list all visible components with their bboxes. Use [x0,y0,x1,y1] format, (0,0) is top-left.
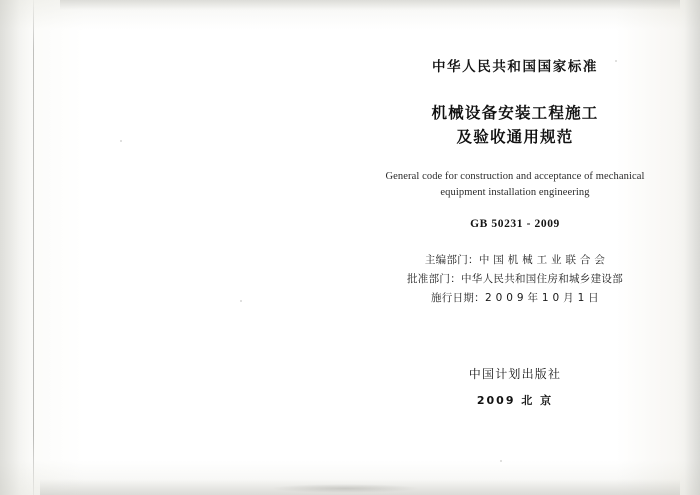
scan-top-smudge [60,0,680,10]
document-title-chinese [360,101,670,149]
publisher-name: 中国计划出版社 [468,367,562,381]
metadata-effective-date: 施行日期：2 0 0 9 年 1 0 月 1 日 [430,292,599,305]
paper-speckle [120,140,122,142]
standard-metadata [360,251,670,309]
national-standard-heading: 中华人民共和国国家标准 [431,59,599,75]
scan-bottom-blot [270,484,420,493]
publication-year-city: 2009 北 京 [476,394,554,407]
metadata-chief-department: 主编部门：中 国 机 械 工 业 联 合 会 [424,253,606,266]
book-gutter-shadow [0,0,33,495]
standard-code: GB 50231 - 2009 [470,217,560,230]
paper-speckle [240,300,242,302]
paper-speckle [500,460,502,462]
metadata-approving-department: 批准部门：中华人民共和国住房和城乡建设部 [407,272,623,285]
page-right-edge-shadow [674,0,700,495]
cover-content [360,55,670,309]
title-line-2: 及验收通用规范 [456,128,574,147]
title-line-1: 机械设备安装工程施工 [431,104,599,122]
book-gutter-line [33,0,34,495]
title-en-line-1: General code for construction and acceptance of mechanical [385,171,645,183]
document-title-english [360,169,670,202]
title-en-line-2: equipment installation engineering [440,187,590,199]
